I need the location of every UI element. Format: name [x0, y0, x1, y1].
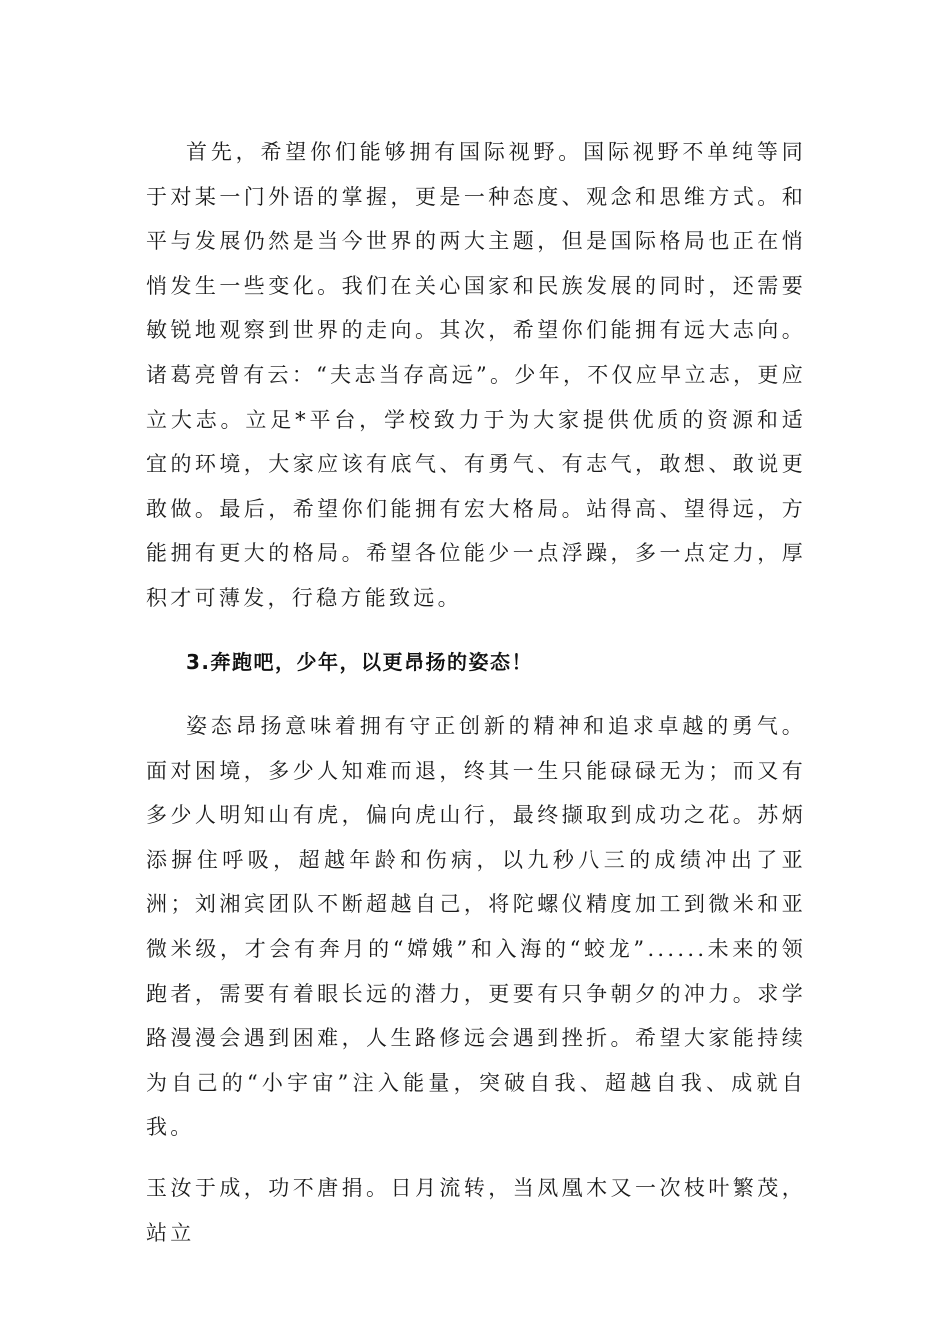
- paragraph-international-vision: 首先，希望你们能够拥有国际视野。国际视野不单纯等同于对某一门外语的掌握，更是一种态度、观念和思维方式。和平与发展仍然是当今世界的两大主题，但是国际格局也正在悄悄发生一些变化。我们在关心国家和民族发展的同时，还需要敏锐地观察到世界的走向。其次，希望你们能拥有远大志向。诸葛亮曾有云：“夫志当存高远”。少年，不仅应早立志，更应立大志。立足*平台，学校致力于为大家提供优质的资源和适宜的环境，大家应该有底气、有勇气、有志气，敢想、敢说更敢做。最后，希望你们能拥有宏大格局。站得高、望得远，方能拥有更大的格局。希望各位能少一点浮躁，多一点定力，厚积才可薄发，行稳方能致远。: [146, 140, 806, 610]
- paragraph-closing: 玉汝于成，功不唐捐。日月流转，当凤凰木又一次枝叶繁茂，站立: [146, 1176, 806, 1245]
- paragraph-high-spirited-attitude: 姿态昂扬意味着拥有守正创新的精神和追求卓越的勇气。面对困境，多少人知难而退，终其一生只能碌碌无为；而又有多少人明知山有虎，偏向虎山行，最终撷取到成功之花。苏炳添摒住呼吸，超越年龄和伤病，以九秒八三的成绩冲出了亚洲；刘湘宾团队不断超越自己，将陀螺仪精度加工到微米和亚微米级，才会有奔月的“嫦娥”和入海的“蛟龙”......未来的领跑者，需要有着眼长远的潜力，更要有只争朝夕的冲力。求学路漫漫会遇到困难，人生路修远会遇到挫折。希望大家能持续为自己的“小宇宙”注入能量，突破自我、超越自我、成就自我。: [146, 714, 806, 1140]
- section-heading-3: 3.奔跑吧，少年，以更昂扬的姿态！: [186, 650, 534, 674]
